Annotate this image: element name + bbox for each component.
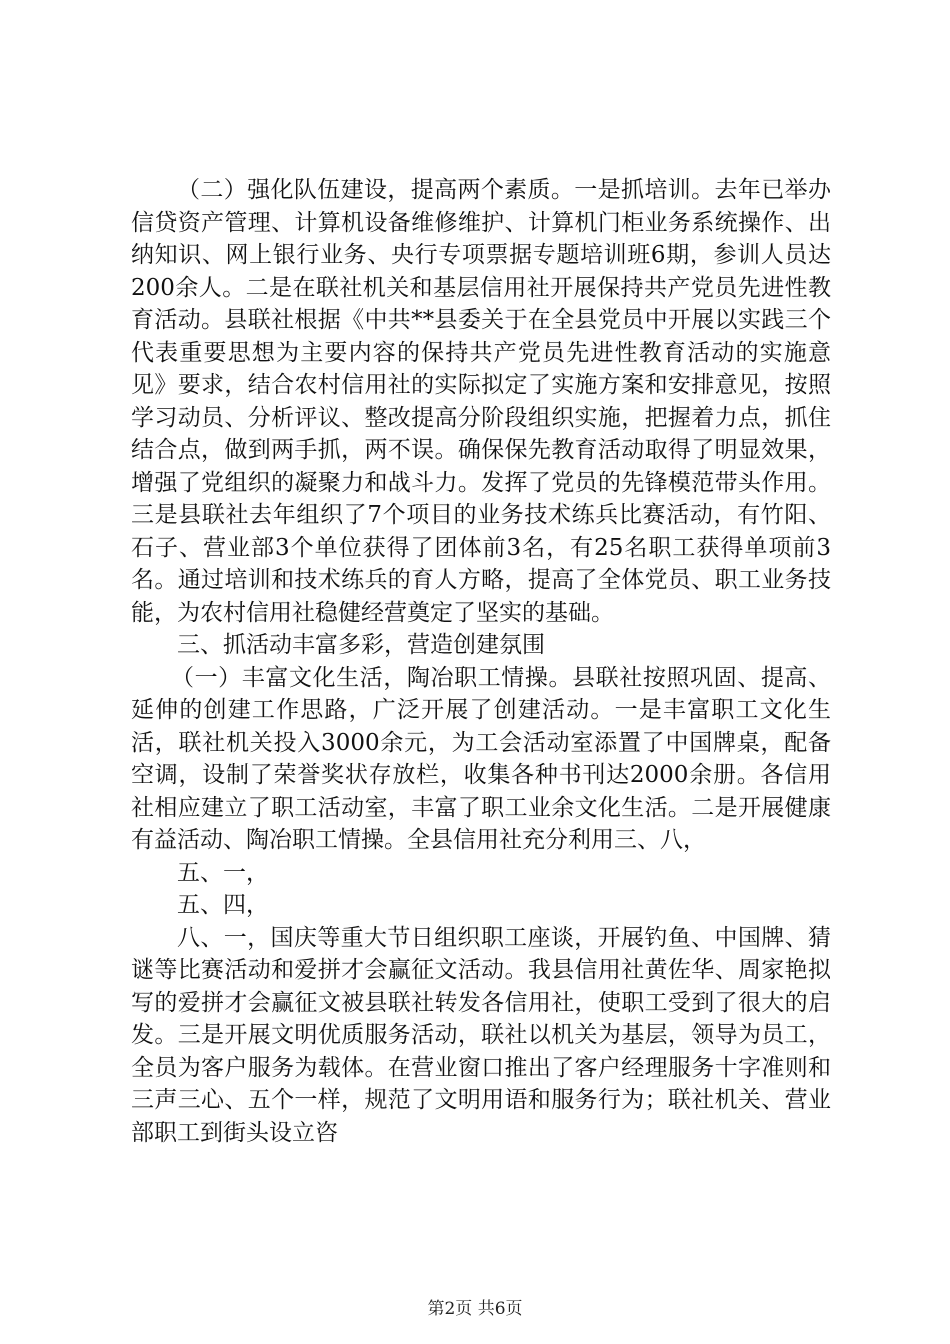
paragraph-may-fourth: 五、四， — [177, 892, 269, 918]
document-body — [131, 174, 831, 1149]
section-heading-activities: 三、抓活动丰富多彩，营造创建氛围 — [177, 632, 545, 658]
paragraph-august-first: 八、一，国庆等重大节日组织职工座谈，开展钓鱼、中国牌、猜谜等比赛活动和爱拼才会赢征文活动。我县信用社黄佐华、周家艳拟写的爱拼才会赢征文被县联社转发各信用社，使职工受到了很大的启发。三是开展文明优质服务活动，联社以机关为基层，领导为员工，全员为客户服务为载体。在营业窗口推出了客户经理服务十字准则和三声三心、五个一样，规范了文明用语和服务行为；联社机关、营业部职工到街头设立咨 — [131, 924, 831, 1146]
paragraph-team-building: （二）强化队伍建设，提高两个素质。一是抓培训。去年已举办信贷资产管理、计算机设备维修维护、计算机门柜业务系统操作、出纳知识、网上银行业务、央行专项票据专题培训班6期，参训人员达200余人。二是在联社机关和基层信用社开展保持共产党员先进性教育活动。县联社根据《中共**县委关于在全县党员中开展以实践三个代表重要思想为主要内容的保持共产党员先进性教育活动的实施意见》要求，结合农村信用社的实际拟定了实施方案和安排意见，按照学习动员、分析评议、整改提高分阶段组织实施，把握着力点，抓住结合点，做到两手抓，两不误。确保保先教育活动取得了明显效果，增强了党组织的凝聚力和战斗力。发挥了党员的先锋模范带头作用。三是县联社去年组织了7个项目的业务技术练兵比赛活动，有竹阳、石子、营业部3个单位获得了团体前3名，有25名职工获得单项前3名。通过培训和技术练兵的育人方略，提高了全体党员、职工业务技能，为农村信用社稳健经营奠定了坚实的基础。 — [131, 177, 831, 626]
paragraph-may-first: 五、一， — [177, 859, 269, 886]
paragraph-cultural-life: （一）丰富文化生活，陶冶职工情操。县联社按照巩固、提高、延伸的创建工作思路，广泛开展了创建活动。一是丰富职工文化生活，联社机关投入3000余元，为工会活动室添置了中国牌桌，配备空调，设制了荣誉奖状存放栏，收集各种书刊达2000余册。各信用社相应建立了职工活动室，丰富了职工业余文化生活。二是开展健康有益活动、陶冶职工情操。全县信用社充分利用三、八， — [131, 664, 831, 853]
page-number-footer: 第2页 共6页 — [427, 1299, 523, 1319]
